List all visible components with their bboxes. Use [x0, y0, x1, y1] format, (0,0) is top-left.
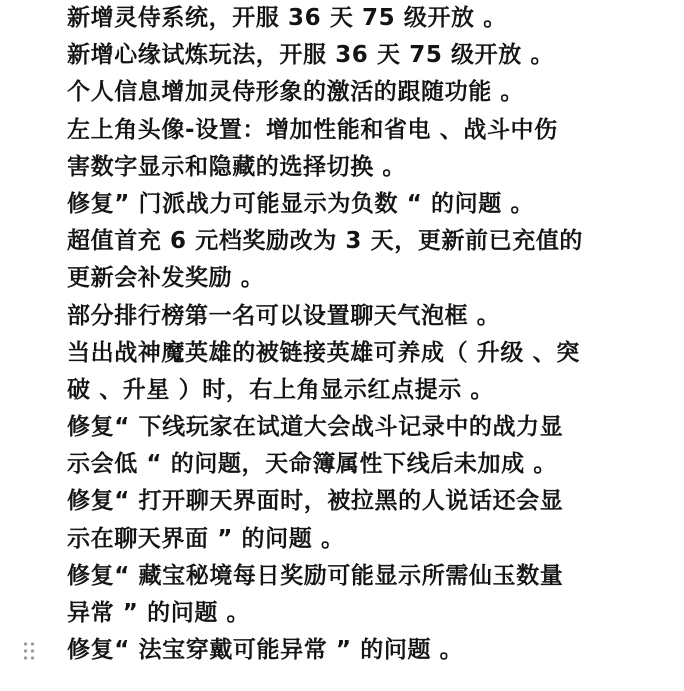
text-line[interactable]: 当出战神魔英雄的被链接英雄可养成（ 升级 、突: [67, 339, 580, 366]
text-line[interactable]: 修复“ 法宝穿戴可能异常 ” 的问题 。: [67, 637, 464, 664]
text-line[interactable]: 破 、升星 ）时，右上角显示红点提示 。: [67, 376, 495, 403]
text-line[interactable]: 新增灵侍系统，开服 36 天 75 级开放 。: [67, 5, 507, 31]
text-line[interactable]: 修复” 门派战力可能显示为负数 “ 的问题 。: [67, 190, 535, 217]
text-line[interactable]: 更新会补发奖励 。: [67, 265, 265, 292]
text-line[interactable]: 示在聊天界面 ” 的问题 。: [67, 525, 345, 552]
text-line[interactable]: 超值首充 6 元档奖励改为 3 天，更新前已充值的: [67, 228, 584, 255]
text-line[interactable]: 修复“ 下线玩家在试道大会战斗记录中的战力显: [67, 414, 564, 441]
text-line[interactable]: 害数字显示和隐藏的选择切换 。: [67, 153, 407, 180]
drag-handle-icon[interactable]: [22, 640, 36, 662]
text-line[interactable]: 新增心缘试炼玩法，开服 36 天 75 级开放 。: [67, 42, 555, 69]
text-line[interactable]: 修复“ 藏宝秘境每日奖励可能显示所需仙玉数量: [67, 562, 564, 589]
text-line[interactable]: 左上角头像-设置：增加性能和省电 、战斗中伤: [67, 116, 558, 143]
text-line[interactable]: 示会低 “ 的问题，天命簿属性下线后未加成 。: [67, 451, 557, 478]
text-line[interactable]: 个人信息增加灵侍形象的激活的跟随功能 。: [67, 79, 525, 106]
text-line[interactable]: 修复“ 打开聊天界面时，被拉黑的人说话还会显: [67, 488, 564, 515]
document-body: [67, 0, 667, 669]
text-line[interactable]: 异常 ” 的问题 。: [67, 600, 251, 626]
text-line[interactable]: 部分排行榜第一名可以设置聊天气泡框 。: [67, 302, 501, 329]
